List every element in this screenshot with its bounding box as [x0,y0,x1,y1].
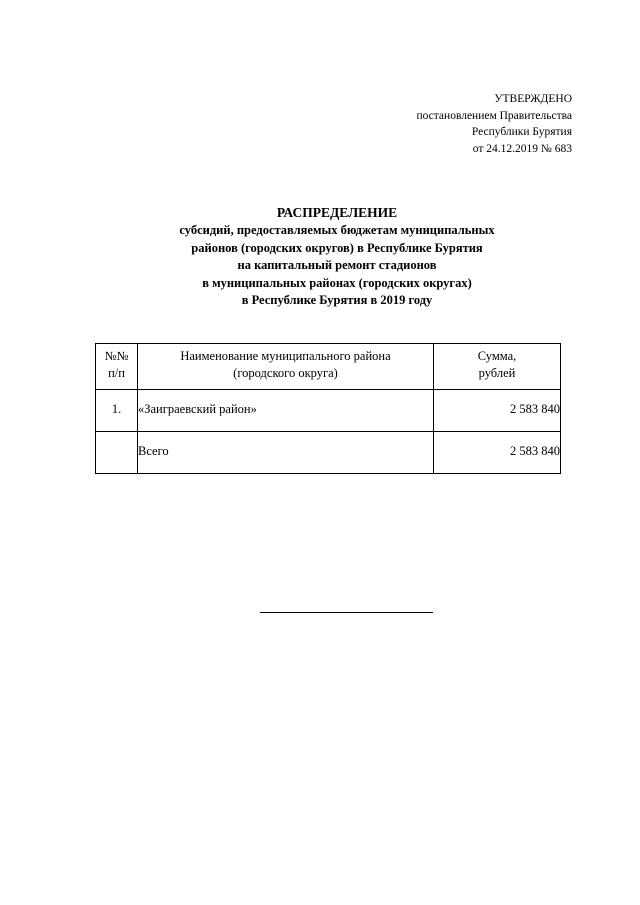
header-name [138,344,434,390]
total-sum: 2 583 840 [434,432,561,474]
title-line: субсидий, предоставляемых бюджетам муниципальных [179,223,495,237]
end-divider [260,612,433,613]
row-sum: 2 583 840 [434,390,561,432]
table-header-row [96,344,561,390]
approval-date-number: от 24.12.2019 № 683 [472,142,572,155]
distribution-table [95,343,561,474]
row-municipality: «Заиграевский район» [138,390,434,432]
total-number [96,432,138,474]
header-sum-line1: Сумма, [477,349,517,363]
table-total-row [96,432,561,474]
header-name-line2: (городского округа) [233,366,338,380]
header-name-line1: Наименование муниципального района [180,349,391,363]
total-label: Всего [138,432,434,474]
approval-republic: Республики Бурятия [471,126,572,138]
title-line: районов (городских округов) в Республике Бурятия [191,240,483,255]
document-title [0,203,640,310]
header-sum [434,344,561,390]
title-line: на капитальный ремонт стадионов [237,258,437,272]
title-line: в Республике Бурятия в 2019 году [241,293,433,307]
row-number: 1. [96,390,138,432]
table-row [96,390,561,432]
approval-authority: постановлением Правительства [416,109,572,122]
title-heading: РАСПРЕДЕЛЕНИЕ [276,205,398,220]
title-line: в муниципальных районах (городских округах) [202,275,472,290]
approval-title: УТВЕРЖДЕНО [494,93,572,105]
header-number [96,344,138,390]
approval-stamp [416,91,572,157]
header-number-line1: №№ [104,349,129,363]
header-sum-line2: рублей [478,366,516,380]
header-number-line2: п/п [108,366,125,380]
